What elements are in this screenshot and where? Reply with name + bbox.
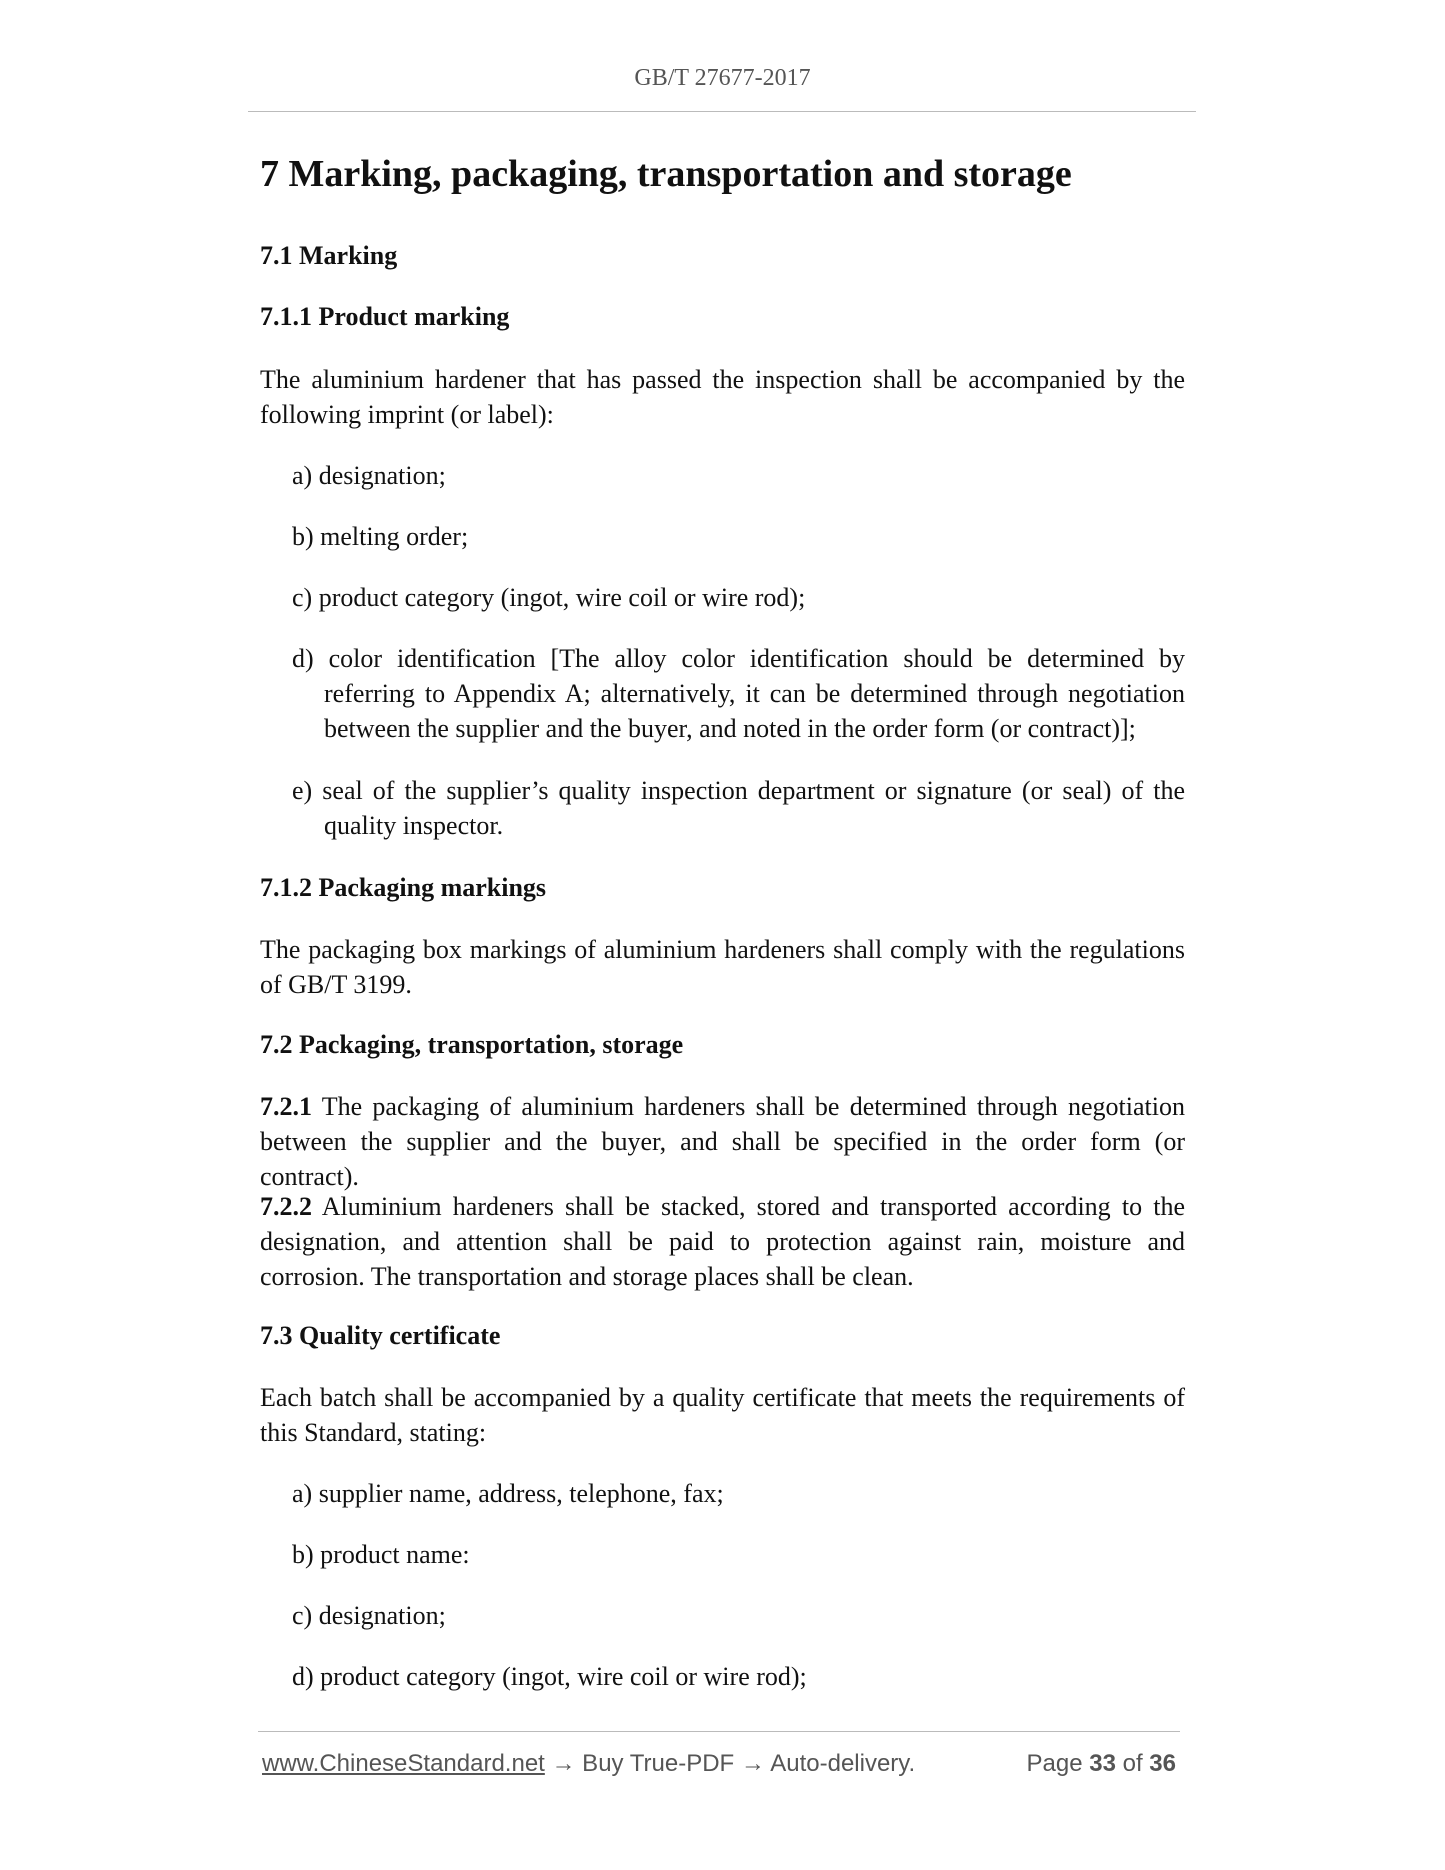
clause-7-2-1 [260, 1089, 1185, 1194]
current-page-number: 33 [1089, 1750, 1116, 1777]
section-7-3-title: 7.3 Quality certificate [260, 1321, 501, 1350]
clause-number: 7.2.2 [260, 1192, 312, 1221]
section-7-1-title: 7.1 Marking [260, 241, 398, 270]
header-divider [248, 111, 1196, 112]
section-7-2-title: 7.2 Packaging, transportation, storage [260, 1030, 684, 1059]
list-item: e) seal of the supplier’s quality inspection department or signature (or seal) of the quality inspector. [292, 776, 1185, 840]
section-7-1-2-text: The packaging box markings of aluminium hardeners shall comply with the regulations of GB/T 3199. [260, 935, 1185, 999]
section-7-3-intro: Each batch shall be accompanied by a quality certificate that meets the requirements of this Standard, stating: [260, 1383, 1185, 1447]
total-pages-number: 36 [1149, 1750, 1176, 1777]
section-7-title: 7 Marking, packaging, transportation and storage [260, 153, 1072, 195]
clause-text: Aluminium hardeners shall be stacked, stored and transported according to the designation, and attention shall be paid to protection against rain, moisture and corrosion. The transportation and storage places shall be clean. [260, 1192, 1185, 1291]
page-label: Page [1026, 1750, 1083, 1777]
list-item: a) designation; [292, 461, 446, 490]
section-7-1-1-intro: The aluminium hardener that has passed the inspection shall be accompanied by the following imprint (or label): [260, 365, 1185, 429]
clause-number: 7.2.1 [260, 1092, 312, 1121]
page-indicator [1027, 1750, 1177, 1778]
list-item: c) designation; [292, 1601, 446, 1630]
list-item: d) product category (ingot, wire coil or wire rod); [292, 1662, 807, 1691]
clause-7-2-2 [260, 1189, 1185, 1294]
section-7-1-1-title: 7.1.1 Product marking [260, 302, 510, 331]
clause-text: The packaging of aluminium hardeners shall be determined through negotiation between the supplier and the buyer, and shall be specified in the order form (or contract). [260, 1092, 1185, 1191]
website-link[interactable]: www.ChineseStandard.net [262, 1750, 545, 1777]
list-item: b) product name: [292, 1540, 470, 1569]
section-7-1-2-title: 7.1.2 Packaging markings [260, 873, 547, 902]
page-footer [262, 1750, 1180, 1780]
list-item: c) product category (ingot, wire coil or wire rod); [292, 583, 806, 612]
list-item: d) color identification [The alloy color identification should be determined by referring to Appendix A; alternatively, it can be determined through negotiation between the supplier and the buyer, and noted in the order form (or contract)]; [292, 644, 1185, 743]
list-item: a) supplier name, address, telephone, fax; [292, 1479, 724, 1508]
footer-tagline: → Buy True-PDF → Auto-delivery. [544, 1750, 916, 1777]
document-id-header: GB/T 27677-2017 [634, 65, 811, 91]
page-of-label: of [1122, 1750, 1143, 1777]
footer-divider [258, 1731, 1180, 1732]
list-item: b) melting order; [292, 522, 469, 551]
